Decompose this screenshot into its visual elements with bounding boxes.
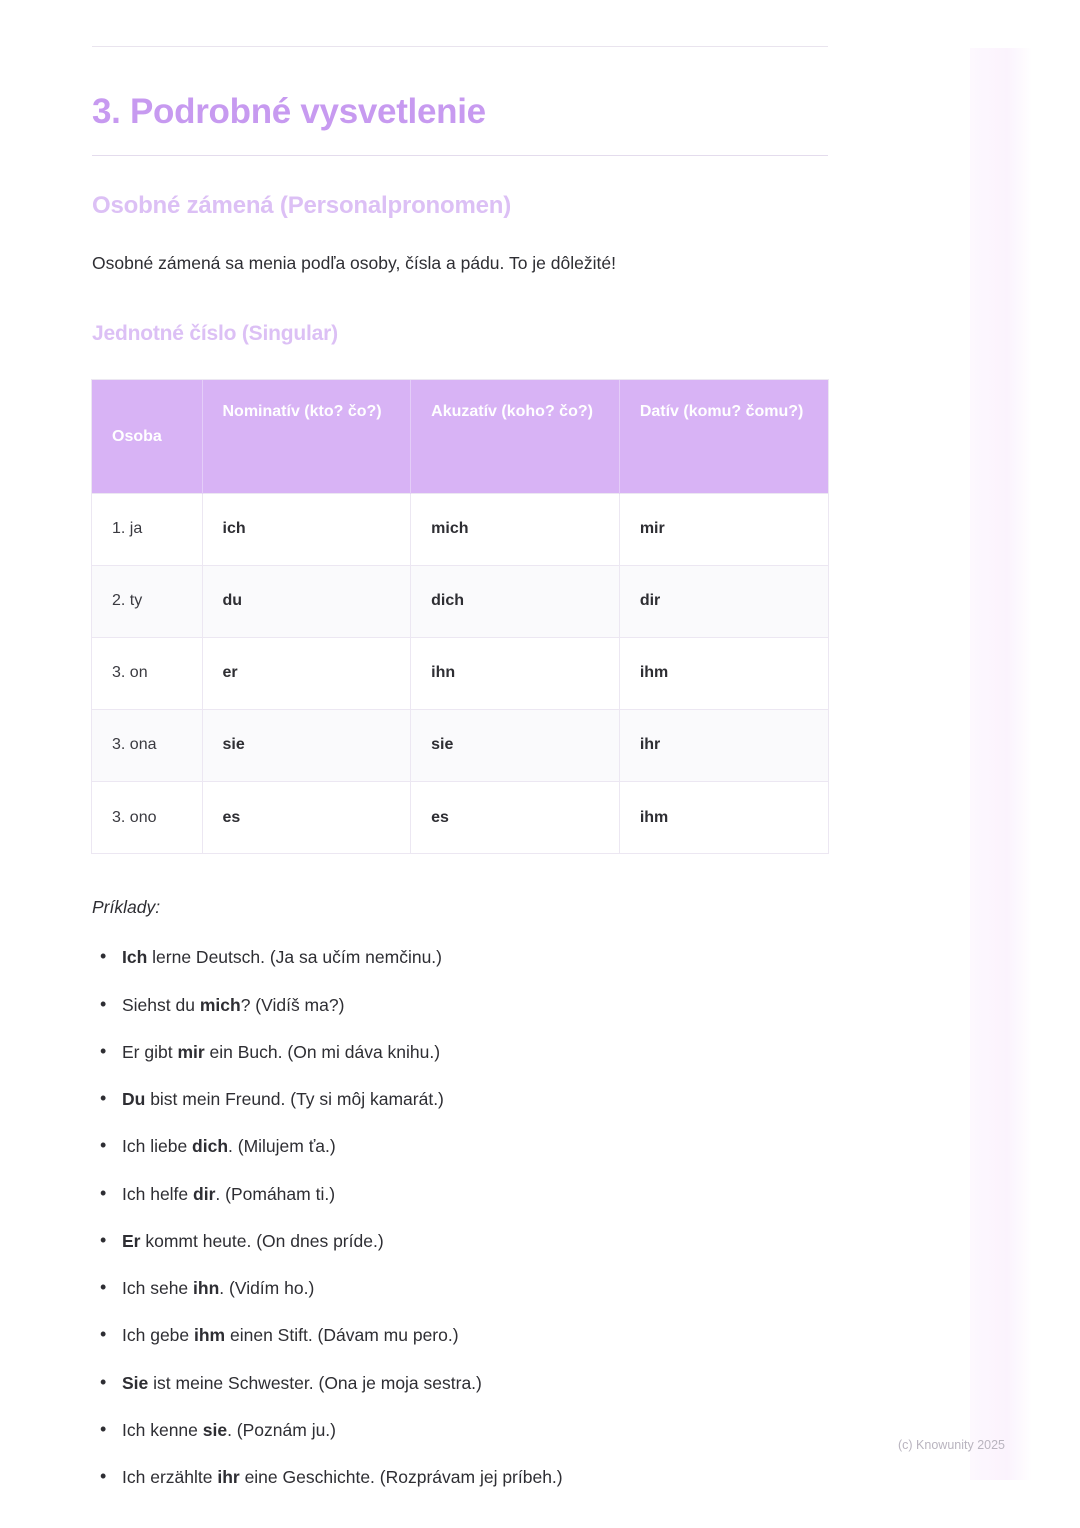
- table-row: [92, 637, 828, 709]
- singular-heading: Jednotné číslo (Singular): [92, 322, 338, 346]
- list-item: [122, 1370, 828, 1396]
- cell-dativ: mir: [619, 493, 828, 565]
- example-text-post: . (Vidím ho.): [219, 1278, 315, 1298]
- document-content: [92, 46, 828, 1511]
- list-item: [122, 1086, 828, 1112]
- list-item: [122, 1133, 828, 1159]
- cell-person: 2. ty: [92, 565, 202, 637]
- table-row: [92, 781, 828, 853]
- example-text-pre: Ich gebe: [122, 1325, 194, 1346]
- list-item: [122, 1417, 828, 1443]
- intro-paragraph: Osobné zámená sa menia podľa osoby, čísla a pádu. To je dôležité!: [92, 253, 616, 273]
- example-text-post: . (Pomáham ti.): [215, 1183, 336, 1204]
- example-text-pre: Ich liebe: [122, 1136, 193, 1157]
- example-bold: Er: [122, 1230, 141, 1251]
- table-row: [92, 493, 828, 565]
- examples-list: [92, 944, 828, 1490]
- example-text: bist mein Freund. (Ty si môj kamarát.): [145, 1089, 444, 1109]
- cell-akuzativ: es: [411, 781, 620, 853]
- example-text: ist meine Schwester. (Ona je moja sestra.): [148, 1372, 482, 1393]
- table-body: [92, 493, 828, 853]
- table-header-row: [92, 380, 828, 493]
- table-header-akuzativ: Akuzatív (koho? čo?): [411, 380, 620, 493]
- table-row: [92, 565, 828, 637]
- list-item: [122, 1275, 828, 1301]
- example-text-post: ? (Vidíš ma?): [240, 994, 345, 1015]
- cell-dativ: ihr: [619, 709, 828, 781]
- cell-dativ: ihm: [619, 637, 828, 709]
- page-title: 3. Podrobné vysvetlenie: [92, 92, 486, 131]
- cell-person: 3. on: [92, 637, 202, 709]
- list-item: [122, 944, 828, 970]
- cell-akuzativ: mich: [411, 493, 620, 565]
- table-header-osoba: Osoba: [92, 380, 202, 493]
- example-bold: ihn: [193, 1278, 220, 1298]
- example-text-post: . (Poznám ju.): [227, 1419, 337, 1440]
- cell-nominativ: es: [202, 781, 411, 853]
- pronoun-table: [92, 380, 828, 853]
- example-text: kommt heute. (On dnes príde.): [140, 1230, 384, 1251]
- examples-label: Príklady:: [92, 897, 161, 918]
- cell-nominativ: sie: [202, 709, 411, 781]
- title-divider: [92, 155, 828, 156]
- list-item: [122, 1039, 828, 1065]
- example-bold: ihm: [194, 1325, 226, 1346]
- example-bold: mir: [177, 1041, 205, 1062]
- cell-akuzativ: ihn: [411, 637, 620, 709]
- table-row: [92, 709, 828, 781]
- example-text-pre: Ich sehe: [122, 1278, 194, 1298]
- cell-nominativ: er: [202, 637, 411, 709]
- example-bold: Sie: [122, 1372, 149, 1393]
- cell-dativ: dir: [619, 565, 828, 637]
- cell-person: 1. ja: [92, 493, 202, 565]
- example-bold: dir: [193, 1183, 216, 1204]
- table-header-dativ: Datív (komu? čomu?): [619, 380, 828, 493]
- example-text-pre: Ich erzählte: [122, 1467, 218, 1487]
- table-head: [92, 380, 828, 493]
- cell-akuzativ: sie: [411, 709, 620, 781]
- top-divider: [92, 46, 828, 47]
- example-text: lerne Deutsch. (Ja sa učím nemčinu.): [147, 947, 442, 968]
- cell-nominativ: du: [202, 565, 411, 637]
- example-text-post: . (Milujem ťa.): [228, 1136, 336, 1157]
- subsection-heading: Osobné zámená (Personalpronomen): [92, 192, 512, 219]
- list-item: [122, 1181, 828, 1207]
- list-item: [122, 1322, 828, 1348]
- cell-person: 3. ono: [92, 781, 202, 853]
- list-item: [122, 1464, 828, 1490]
- cell-akuzativ: dich: [411, 565, 620, 637]
- example-text-pre: Siehst du: [122, 994, 200, 1015]
- example-text-pre: Er gibt: [122, 1041, 178, 1062]
- example-text-post: eine Geschichte. (Rozprávam jej príbeh.): [239, 1467, 563, 1487]
- example-text-post: einen Stift. (Dávam mu pero.): [225, 1325, 459, 1346]
- copyright-watermark: (c) Knowunity 2025: [898, 1438, 1006, 1452]
- example-text-pre: Ich kenne: [122, 1419, 203, 1440]
- list-item: [122, 992, 828, 1018]
- list-item: [122, 1228, 828, 1254]
- example-text-pre: Ich helfe: [122, 1183, 194, 1204]
- cell-person: 3. ona: [92, 709, 202, 781]
- example-bold: ihr: [217, 1467, 240, 1487]
- example-bold: sie: [202, 1419, 228, 1440]
- page-edge-decoration: [970, 48, 1032, 1480]
- example-bold: Du: [122, 1089, 146, 1109]
- table-header-nominativ: Nominatív (kto? čo?): [202, 380, 411, 493]
- cell-nominativ: ich: [202, 493, 411, 565]
- cell-dativ: ihm: [619, 781, 828, 853]
- example-bold: dich: [192, 1136, 229, 1157]
- example-bold: Ich: [122, 947, 148, 968]
- example-text-post: ein Buch. (On mi dáva knihu.): [204, 1041, 441, 1062]
- example-bold: mich: [199, 994, 241, 1015]
